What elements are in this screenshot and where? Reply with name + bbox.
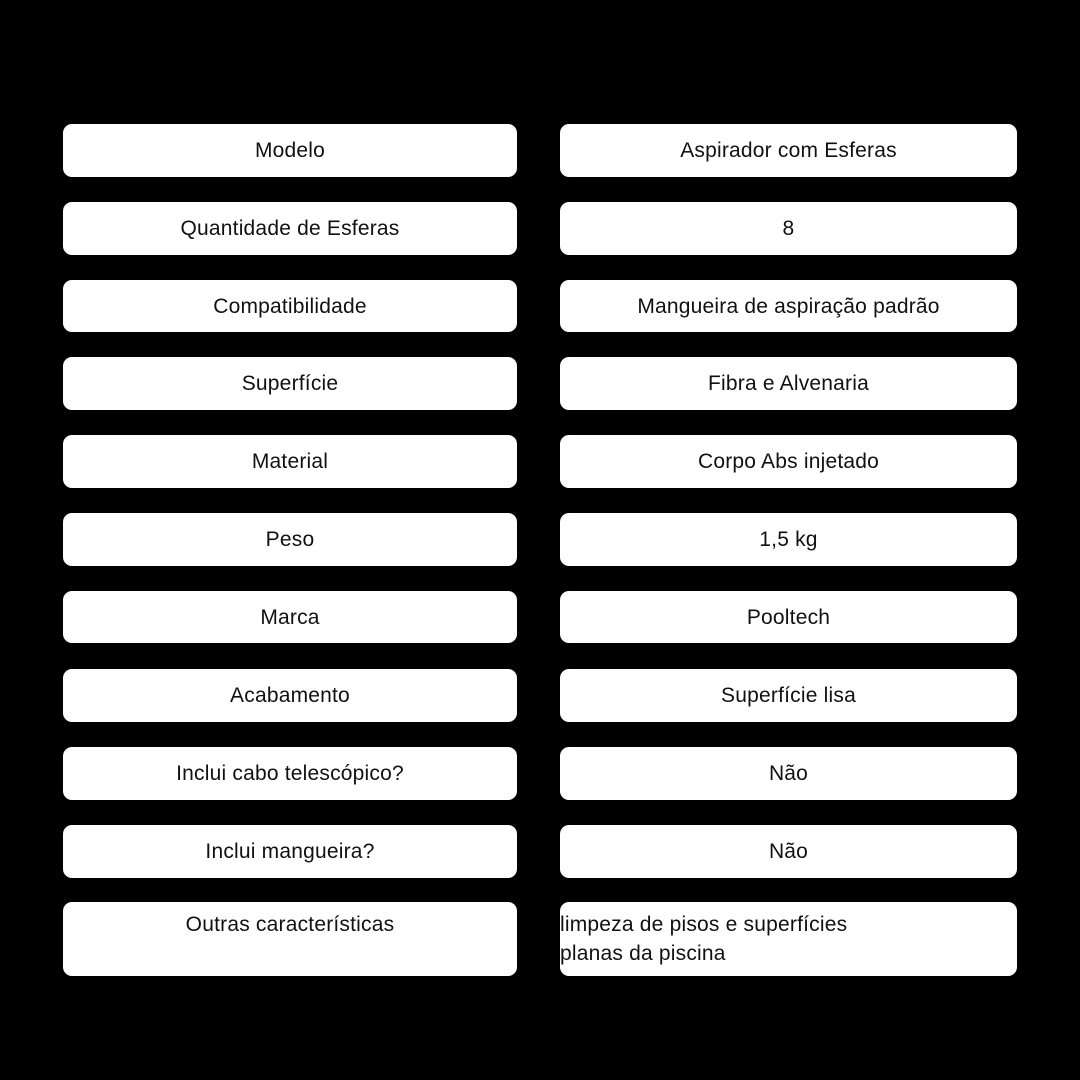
- spec-value-peso: [560, 513, 1017, 566]
- spec-label-peso: [63, 513, 517, 566]
- spec-label-compatibilidade: [63, 280, 517, 332]
- spec-label-text: Outras características: [185, 913, 395, 936]
- spec-label-text: Peso: [265, 528, 315, 551]
- spec-label-marca: [63, 591, 517, 643]
- spec-value-acabamento: [560, 669, 1017, 722]
- spec-label-text: Inclui cabo telescópico?: [176, 762, 404, 785]
- spec-value-text: Superfície lisa: [721, 684, 856, 707]
- spec-label-text: Quantidade de Esferas: [180, 217, 400, 240]
- spec-value-modelo: [560, 124, 1017, 177]
- spec-label-text: Superfície: [241, 372, 339, 395]
- spec-value-text-line2: planas da piscina: [560, 942, 726, 965]
- spec-label-quantidade-esferas: [63, 202, 517, 255]
- spec-value-text: 8: [782, 217, 795, 240]
- spec-value-text: Fibra e Alvenaria: [708, 372, 869, 395]
- spec-value-text: Não: [768, 840, 809, 863]
- spec-value-text: Aspirador com Esferas: [680, 139, 897, 162]
- spec-label-acabamento: [63, 669, 517, 722]
- spec-label-outras-caracteristicas: [63, 902, 517, 976]
- spec-label-text: Material: [251, 450, 329, 473]
- spec-label-text: Inclui mangueira?: [205, 840, 375, 863]
- spec-label-text: Acabamento: [230, 684, 350, 707]
- spec-value-text: Não: [768, 762, 809, 785]
- spec-label-material: [63, 435, 517, 488]
- spec-label-mangueira: [63, 825, 517, 878]
- spec-value-compatibilidade: [560, 280, 1017, 332]
- spec-value-text: 1,5 kg: [759, 528, 818, 551]
- spec-label-text: Modelo: [254, 139, 326, 162]
- spec-label-superficie: [63, 357, 517, 410]
- spec-value-text: Pooltech: [746, 605, 831, 629]
- spec-value-material: [560, 435, 1017, 488]
- spec-value-cabo-telescopico: [560, 747, 1017, 800]
- spec-label-text: Marca: [260, 605, 320, 629]
- spec-label-cabo-telescopico: [63, 747, 517, 800]
- spec-value-text-line1: limpeza de pisos e superfícies: [560, 913, 848, 936]
- spec-label-text: Compatibilidade: [213, 294, 367, 318]
- spec-value-quantidade-esferas: [560, 202, 1017, 255]
- spec-value-text: Mangueira de aspiração padrão: [637, 294, 940, 318]
- spec-value-superficie: [560, 357, 1017, 410]
- spec-value-mangueira: [560, 825, 1017, 878]
- spec-value-marca: [560, 591, 1017, 643]
- spec-label-modelo: [63, 124, 517, 177]
- spec-value-text: Corpo Abs injetado: [697, 450, 880, 473]
- spec-value-outras-caracteristicas: [560, 902, 1017, 976]
